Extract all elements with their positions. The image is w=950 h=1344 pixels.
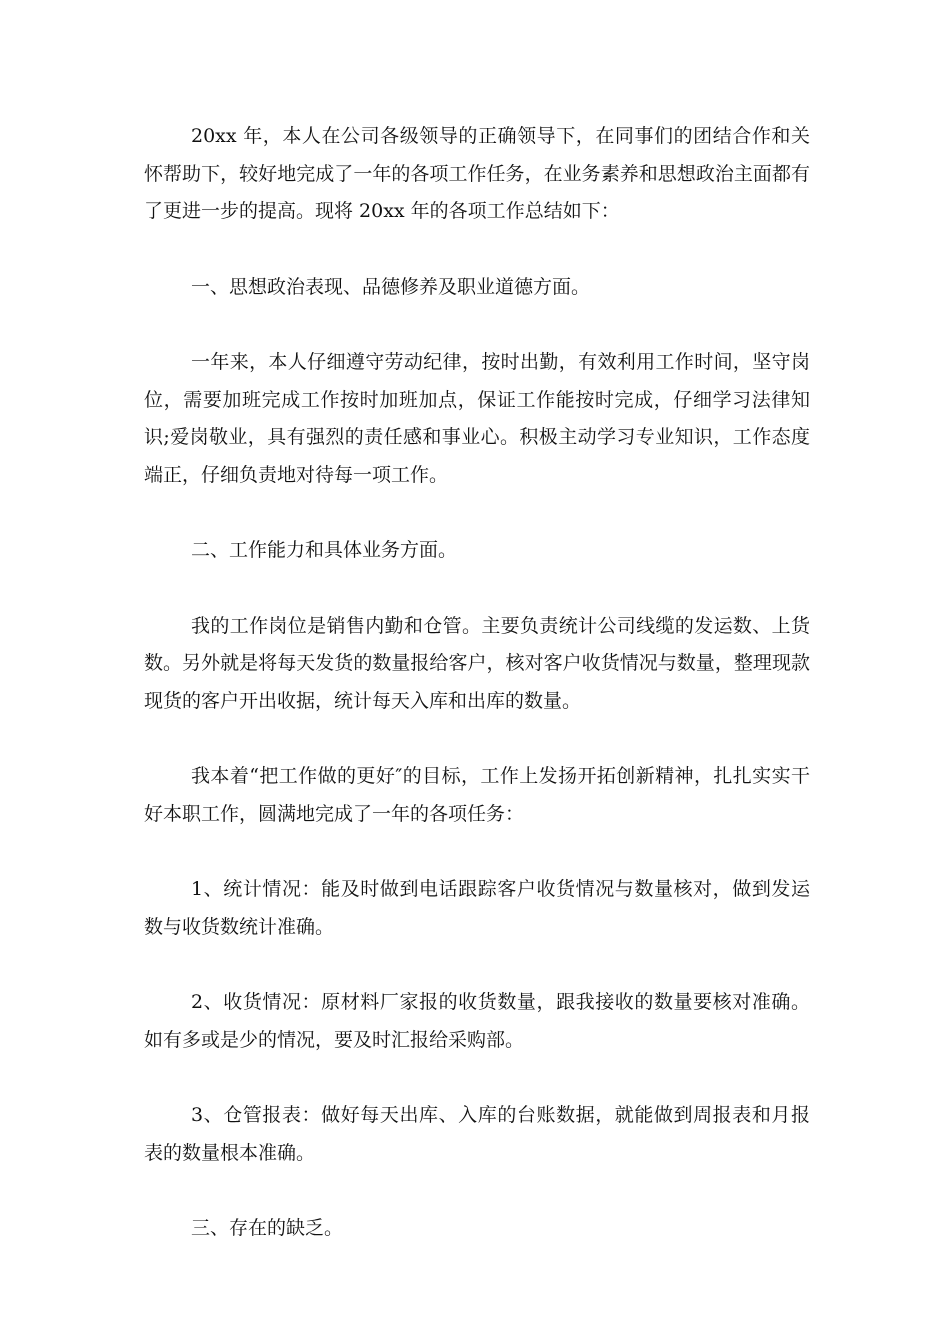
- section-2-paragraph: 我的工作岗位是销售内勤和仓管。主要负责统计公司线缆的发运数、上货数。另外就是将每天发货的数量报给客户，核对客户收货情况与数量，整理现款现货的客户开出收据，统计每天入库和出库的数量。: [144, 614, 810, 712]
- task-item-2: 2、收货情况：原材料厂家报的收货数量，跟我接收的数量要核对准确。如有多或是少的情况，要及时汇报给采购部。: [144, 991, 810, 1051]
- task-item-3: 3、仓管报表：做好每天出库、入库的台账数据，就能做到周报表和月报表的数量根本准确。: [144, 1104, 810, 1164]
- section-1-paragraph: 一年来，本人仔细遵守劳动纪律，按时出勤，有效利用工作时间，坚守岗位，需要加班完成工作按时加班加点，保证工作能按时完成，仔细学习法律知识;爱岗敬业，具有强烈的责任感和事业心。积极主动学习专业知识，工作态度端正，仔细负责地对待每一项工作。: [144, 351, 810, 486]
- section-heading-2: 二、工作能力和具体业务方面。: [191, 539, 458, 561]
- document-body: [144, 118, 810, 1286]
- intro-paragraph: 20xx 年，本人在公司各级领导的正确领导下，在同事们的团结合作和关怀帮助下，较好地完成了一年的各项工作任务，在业务素养和思想政治主面都有了更进一步的提高。现将 20xx 年的各项工作总结如下：: [144, 125, 810, 222]
- goal-paragraph: 我本着“把工作做的更好″的目标，工作上发扬开拓创新精神，扎扎实实干好本职工作，圆满地完成了一年的各项任务：: [144, 765, 810, 825]
- task-item-1: 1、统计情况：能及时做到电话跟踪客户收货情况与数量核对，做到发运数与收货数统计准确。: [144, 878, 810, 938]
- section-heading-3: 三、存在的缺乏。: [191, 1217, 344, 1239]
- section-heading-1: 一、思想政治表现、品德修养及职业道德方面。: [191, 275, 591, 298]
